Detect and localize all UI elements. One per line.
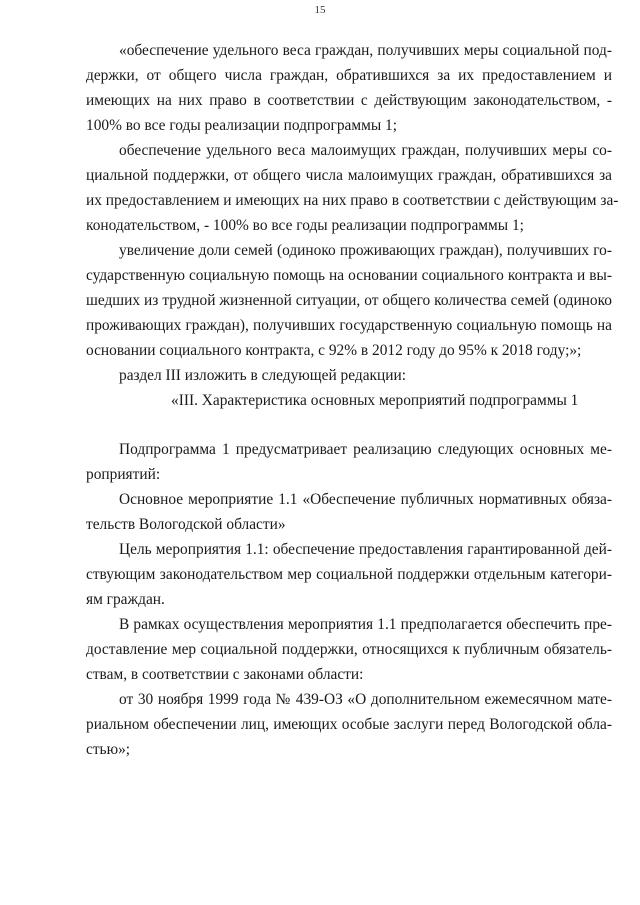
text-line: Основное мероприятие 1.1 «Обеспечение публичных нормативных обяза- xyxy=(119,491,612,508)
text-line: основании социального контракта, с 92% в 2012 году до 95% к 2018 году;»; xyxy=(86,342,582,359)
text-line: роприятий: xyxy=(86,466,161,483)
section-heading: «III. Характеристика основных мероприятий подпрограммы 1 xyxy=(171,392,579,409)
text-line: от 30 ноября 1999 года № 439-ОЗ «О дополнительном ежемесячном мате- xyxy=(119,691,612,708)
text-line: шедших из трудной жизненной ситуации, от общего количества семей (одиноко xyxy=(86,292,612,309)
text-line: раздел III изложить в следующей редакции: xyxy=(119,367,407,384)
text-line: 100% во все годы реализации подпрограммы 1; xyxy=(86,117,398,134)
text-line: стью»; xyxy=(86,741,131,758)
text-line: проживающих граждан), получивших государственную социальную помощь на xyxy=(86,317,612,334)
text-line: тельств Вологодской области» xyxy=(86,516,286,533)
text-line: В рамках осуществления мероприятия 1.1 предполагается обеспечить пре- xyxy=(119,616,612,633)
text-line: ствующим законодательством мер социальной поддержки отдельным категори- xyxy=(86,566,612,583)
text-line: их предоставлением и имеющих на них право в соответствии с действующим за- xyxy=(86,192,619,209)
text-line: ствам, в соответствии с законами области: xyxy=(86,666,364,683)
page-number: 15 xyxy=(314,4,326,16)
text-line: ям граждан. xyxy=(86,591,165,608)
text-line: держки, от общего числа граждан, обратившихся за их предоставлением и xyxy=(86,67,612,84)
paragraph-gap xyxy=(119,413,612,437)
text-line: сударственную социальную помощь на основании социального контракта и вы- xyxy=(86,267,612,284)
text-line: обеспечение удельного веса малоимущих граждан, получивших меры со- xyxy=(119,142,612,159)
text-line: имеющих на них право в соответствии с действующим законодательством, - xyxy=(86,92,612,109)
text-line: доставление мер социальной поддержки, относящихся к публичным обязатель- xyxy=(86,641,612,658)
text-line: циальной поддержки, от общего числа малоимущих граждан, обратившихся за xyxy=(86,167,612,184)
text-line: конодательством, - 100% во все годы реализации подпрограммы 1; xyxy=(86,217,524,234)
text-line: Подпрограмма 1 предусматривает реализацию следующих основных ме- xyxy=(119,441,612,458)
text-line: Цель мероприятия 1.1: обеспечение предоставления гарантированной дей- xyxy=(119,541,612,558)
document-body xyxy=(86,38,619,762)
text-line: «обеспечение удельного веса граждан, получивших меры социальной под- xyxy=(119,42,612,59)
text-line: увеличение доли семей (одиноко проживающих граждан), получивших го- xyxy=(119,242,612,259)
text-line: риальном обеспечении лиц, имеющих особые заслуги перед Вологодской обла- xyxy=(86,716,612,733)
